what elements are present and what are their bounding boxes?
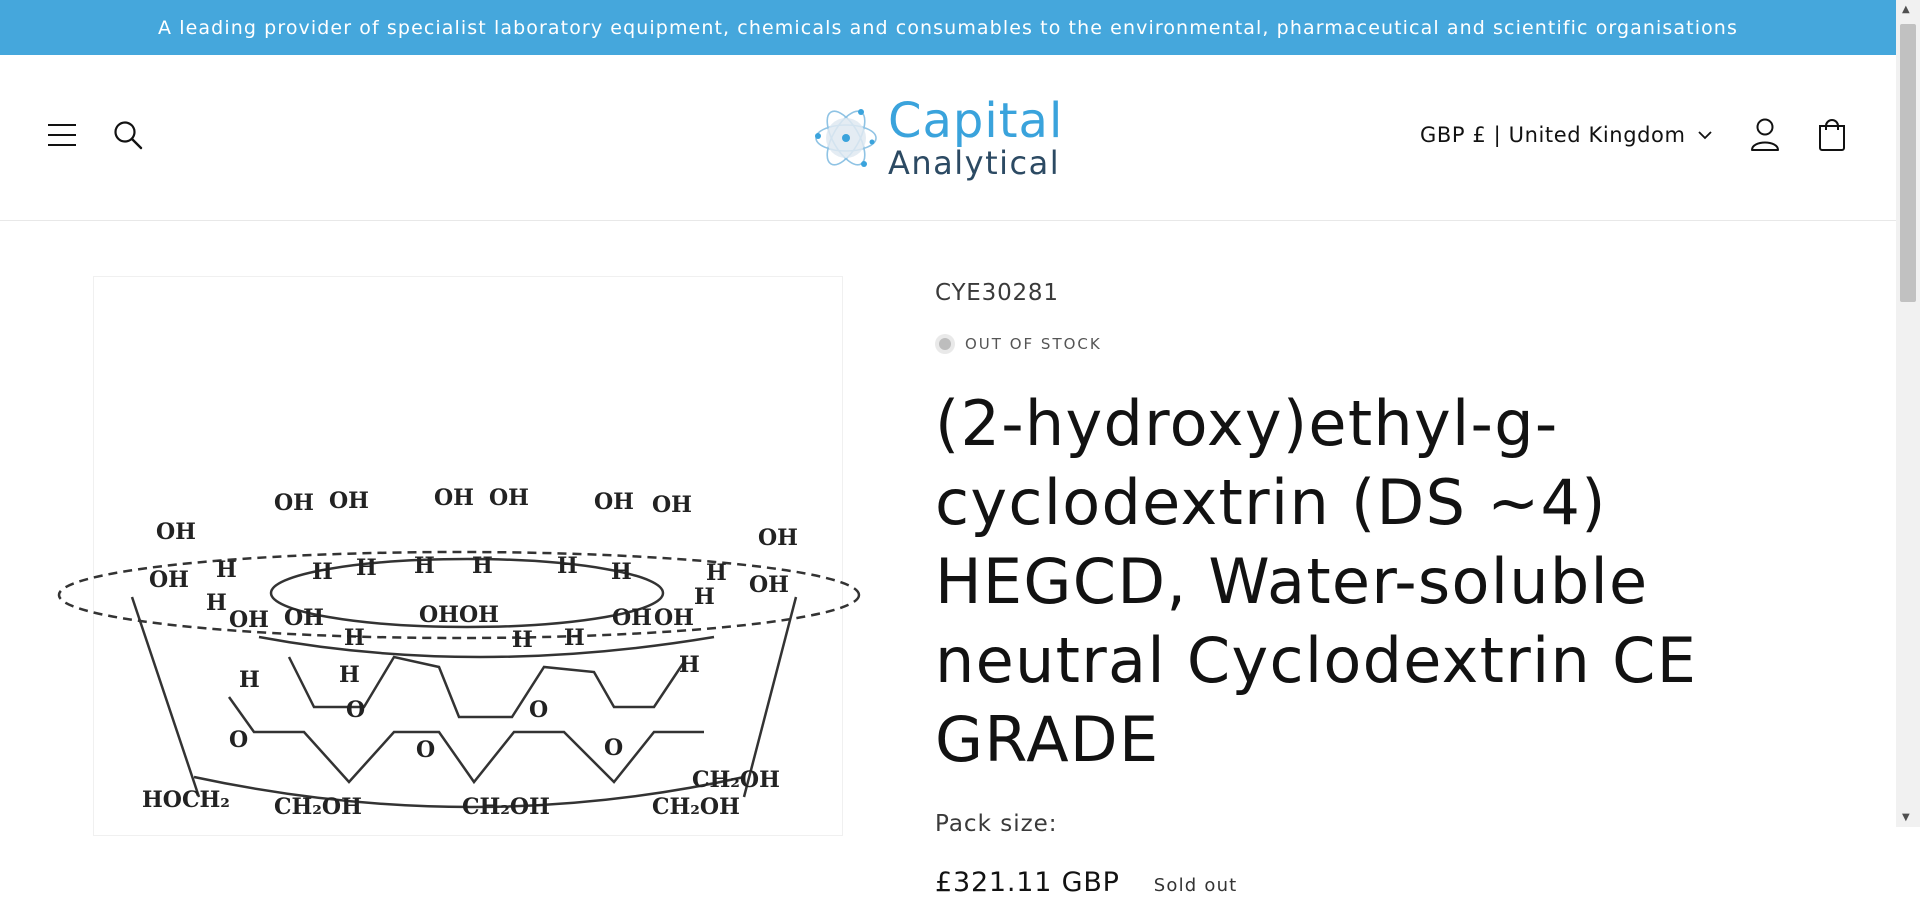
structure-label: H [239,667,260,693]
structure-label: H [339,662,360,688]
chevron-down-icon [1698,130,1712,140]
logo-line2: Analytical [888,144,1061,182]
site-header [0,55,1896,221]
structure-label: OH [758,525,798,551]
structure-label: OH [229,607,269,633]
cyclodextrin-structure-image [94,277,844,837]
structure-label: H [414,553,435,579]
structure-label: H [312,559,333,585]
structure-label: CH₂OH [652,794,740,820]
structure-label: OH [149,567,189,593]
structure-label: OH [654,605,694,631]
announcement-bar [0,0,1896,55]
pack-size-label: Pack size: [935,811,1058,837]
search-button[interactable] [106,113,150,157]
structure-label: O [416,737,436,763]
structure-label: H [557,553,578,579]
structure-label: O [229,727,249,753]
product-price: £321.11 GBP [935,867,1120,898]
scrollbar-thumb[interactable] [1900,24,1916,302]
hamburger-icon [47,123,77,147]
logo-line1: Capital [888,93,1064,149]
sold-out-badge: Sold out [1153,875,1238,896]
price-row [935,867,1835,898]
structure-label: H [564,625,585,651]
structure-label: O [346,697,366,723]
structure-label: H [694,584,715,610]
structure-label: HOCH₂ [142,787,230,813]
structure-label: OH [594,489,634,515]
structure-label: OH [274,490,314,516]
structure-label: O [529,697,549,723]
product-image[interactable] [93,276,843,836]
page-scrollbar[interactable] [1896,0,1920,827]
structure-label: OH [434,485,474,511]
structure-label: H [356,555,377,581]
structure-label: OH [749,572,789,598]
stock-indicator-icon [935,334,955,354]
scroll-up-arrow-icon[interactable]: ▲ [1902,4,1910,15]
structure-label: H [706,560,727,586]
structure-label: OH [284,605,324,631]
site-logo[interactable] [810,93,1090,183]
user-icon [1750,118,1780,152]
structure-label: H [344,625,365,651]
structure-label: OH [156,519,196,545]
structure-label: OH [489,485,529,511]
account-button[interactable] [1743,111,1787,159]
structure-label: OHOH [419,602,499,628]
structure-label: H [611,559,632,585]
cart-button[interactable] [1810,111,1854,159]
search-icon [113,120,143,150]
menu-button[interactable] [40,113,84,157]
structure-label: CH₂OH [462,794,550,820]
stock-status [935,334,1835,354]
announcement-text: A leading provider of specialist laboratory equipment, chemicals and consumables to the environmental, pharmaceutical and scientific organisations [158,16,1738,39]
structure-label: CH₂OH [274,794,362,820]
structure-label: H [216,557,237,583]
country-currency-selector[interactable] [1420,120,1712,150]
structure-label: H [472,553,493,579]
product-title: (2-hydroxy)ethyl-g-cyclodextrin (DS ~4) HEGCD, Water-soluble neutral Cyclodextrin CE GRADE [935,387,1698,776]
product-info [935,280,1835,898]
structure-label: OH [652,492,692,518]
product-sku: CYE30281 [935,280,1059,306]
structure-label: OH [612,605,652,631]
structure-label: H [512,627,533,653]
shopping-bag-icon [1816,118,1848,152]
structure-label: H [206,590,227,616]
stock-status-label: OUT OF STOCK [965,335,1102,353]
structure-label: OH [329,488,369,514]
structure-label: CH₂OH [692,767,780,793]
atom-logo-icon [810,98,882,178]
scroll-down-arrow-icon[interactable]: ▼ [1902,812,1910,823]
structure-label: O [604,735,624,761]
country-selector-label: GBP £ | United Kingdom [1420,123,1686,147]
structure-label: H [679,652,700,678]
